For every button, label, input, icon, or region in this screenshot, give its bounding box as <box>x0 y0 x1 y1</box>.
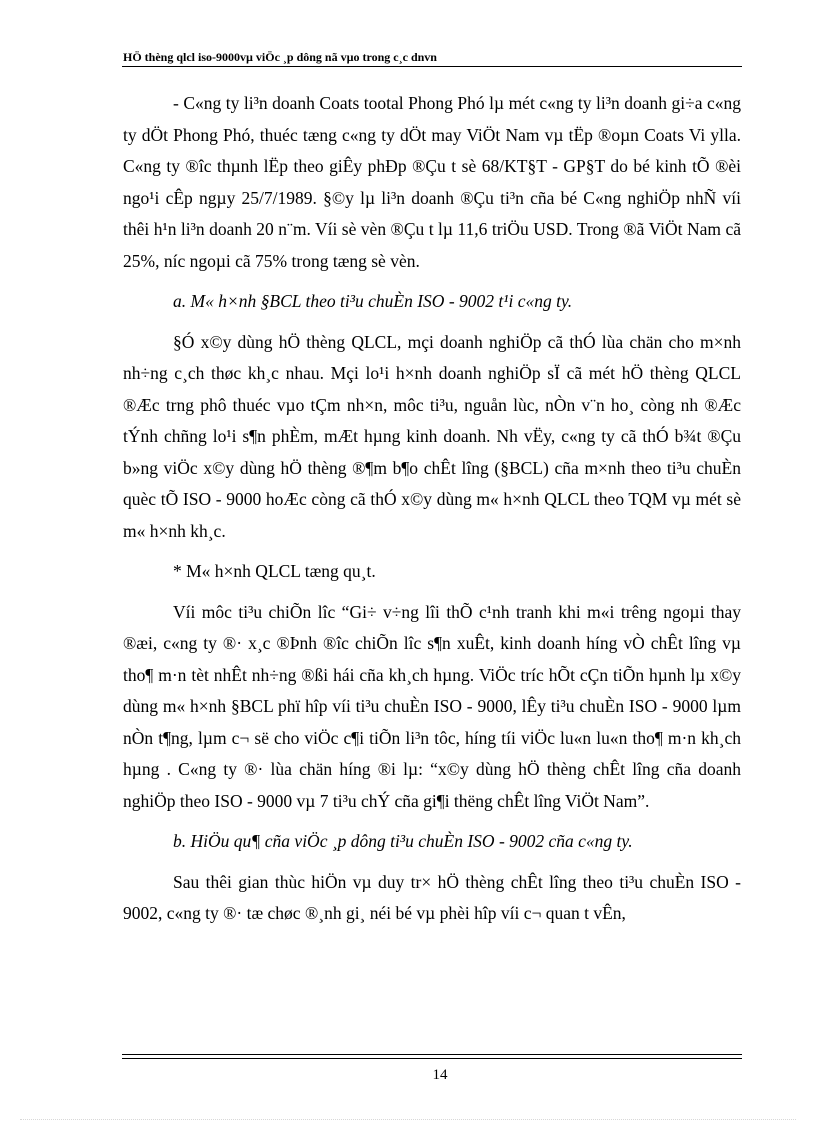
page-header: HÖ thèng qlcl iso-9000vµ viÖc ¸p dông nã vµo trong c¸c dnvn <box>123 50 437 64</box>
page-number: 14 <box>432 1067 448 1083</box>
footer-divider-top <box>122 1054 742 1055</box>
page-body <box>123 88 741 939</box>
paragraph-results: Sau thêi gian thùc hiÖn vµ duy tr× hÖ thèng chÊt lîng theo ti³u chuÈn ISO - 9002, c«ng ty ®· tæ chøc ®¸nh gi¸ néi bé vµ phèi hîp víi c¬ quan t vÊn, <box>123 871 741 923</box>
page-bottom-border <box>20 1119 796 1120</box>
section-heading-b: b. HiÖu qu¶ cña viÖc ¸p dông ti³u chuÈn ISO - 9002 cña c«ng ty. <box>173 831 633 851</box>
general-model-heading: * M« h×nh QLCL tæng qu¸t. <box>173 561 376 581</box>
header-divider <box>122 66 742 67</box>
paragraph-coats-tootal: - C«ng ty li³n doanh Coats tootal Phong Phó lµ mét c«ng ty li³n doanh gi÷a c«ng ty dÖt Phong Phó, thuéc tæng c«ng ty dÖt may ViÖt Nam vµ tËp ®oµn Coats Vi ylla. C«ng ty ®îc thµnh lËp theo giÊy phÐp ®Çu t sè 68/KT§T - GP§T do bé kinh tÕ ®èi ngo¹i cÊp ngµy 25/7/1989. §©y lµ li³n doanh ®Çu ti³n cña bé C«ng nghiÖp nhÑ víi thêi h¹n li³n doanh 20 n¨m. Víi sè vèn ®Çu t lµ 11,6 triÖu USD. Trong ®ã ViÖt Nam cã 25%, níc ngoµi cã 75% trong tæng sè vèn. <box>123 93 741 271</box>
paragraph-strategy: Víi môc ti³u chiÕn lîc “Gi÷ v÷ng lîi thÕ c¹nh tranh khi m«i trêng ngoµi thay ®æi, c«ng ty ®· x¸c ®Þnh ®îc chiÕn lîc s¶n xuÊt, kinh doanh híng vÒ chÊt lîng vµ tho¶ m·n tèt nhÊt nh÷ng ®ßi hái cña kh¸ch hµng. ViÖc tríc hÕt cÇn tiÕn hµnh lµ x©y dùng m« h×nh §BCL phï hîp víi ti³u chuÈn ISO - 9000, lÊy ti³u chuÈn ISO - 9000 lµm nÒn t¶ng, lµm c¬ së cho viÖc c¶i tiÕn li³n tôc, híng tíi viÖc lu«n lu«n tho¶ m·n kh¸ch hµng . C«ng ty ®· lùa chän híng ®i lµ: “x©y dùng hÖ thèng chÊt lîng cña doanh nghiÖp theo ISO - 9000 vµ 7 ti³u chÝ cña gi¶i thëng chÊt lîng ViÖt Nam”. <box>123 601 741 811</box>
footer-divider-bottom <box>122 1058 742 1059</box>
paragraph-qlcl-system: §Ó x©y dùng hÖ thèng QLCL, mçi doanh nghiÖp cã thÓ lùa chän cho m×nh nh÷ng c¸ch thøc kh¸c nhau. Mçi lo¹i h×nh doanh nghiÖp sÏ cã mét hÖ thèng QLCL ®Æc trng phô thuéc vµo tÇm nh×n, môc ti³u, nguån lùc, nÒn v¨n ho¸ còng nh ®Æc tÝnh chñng lo¹i s¶n phÈm, mÆt hµng kinh doanh. Nh vËy, c«ng ty cã thÓ b¾t ®Çu b»ng viÖc x©y dùng hÖ thèng ®¶m b¶o chÊt lîng (§BCL) cña m×nh theo ti³u chuÈn quèc tÕ ISO - 9000 hoÆc còng cã thÓ x©y dùng m« h×nh QLCL theo TQM vµ mét sè m« h×nh kh¸c. <box>123 331 741 541</box>
section-heading-a: a. M« h×nh §BCL theo ti³u chuÈn ISO - 9002 t¹i c«ng ty. <box>173 291 573 311</box>
